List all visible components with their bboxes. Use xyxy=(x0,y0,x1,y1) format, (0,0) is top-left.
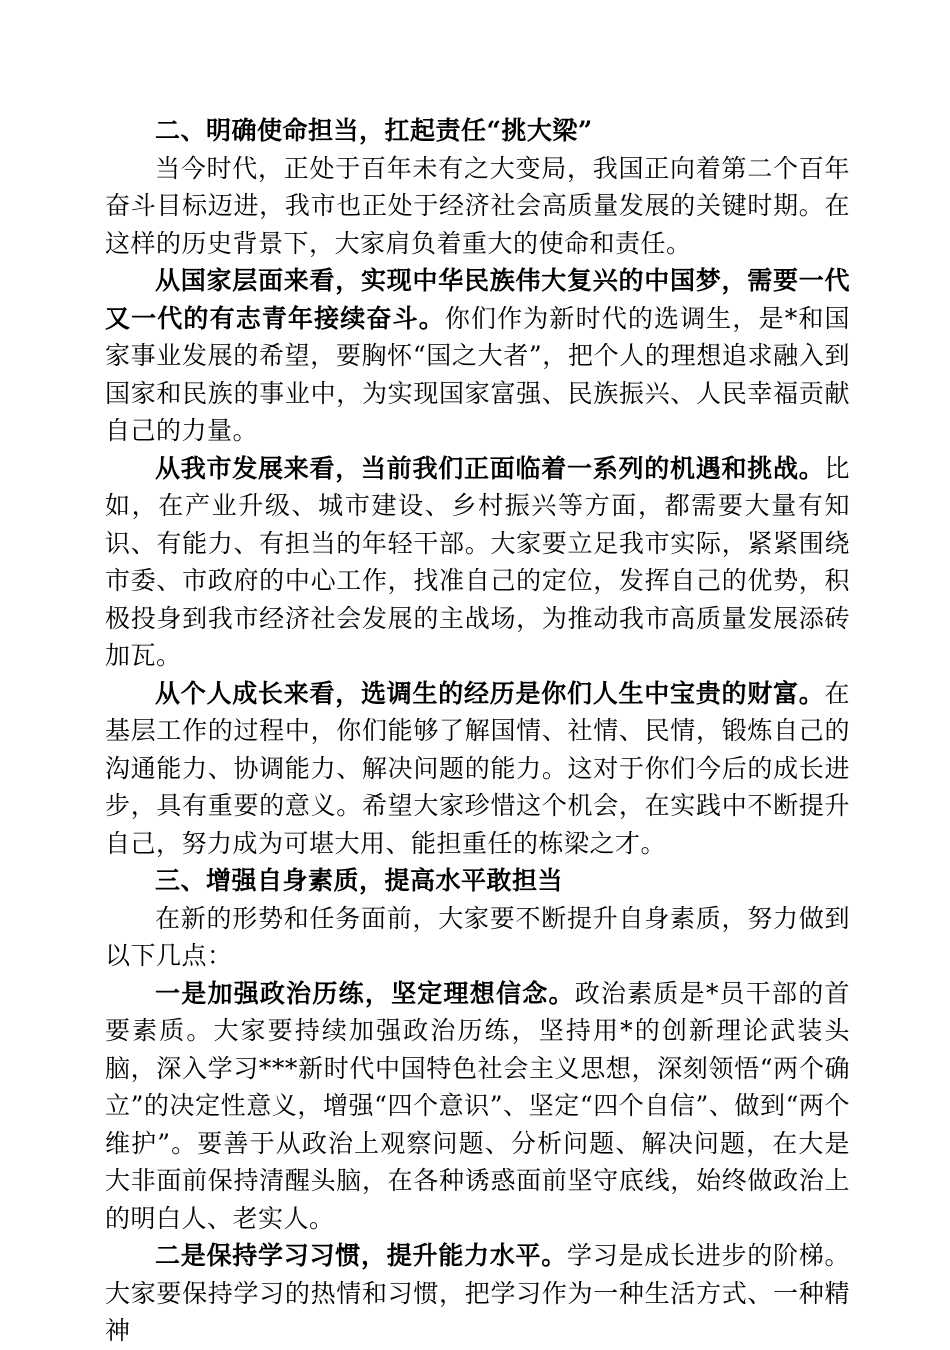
section-2-intro-paragraph: 当今时代，正处于百年未有之大变局，我国正向着第二个百年奋斗目标迈进，我市也正处于经济社会高质量发展的关键时期。在这样的历史背景下，大家肩负着重大的使命和责任。 xyxy=(105,153,850,258)
paragraph-body-text: 政治素质是*员干部的首要素质。大家要持续加强政治历练，坚持用*的创新理论武装头脑，深入学习***新时代中国特色社会主义思想，深刻领悟“两个确立”的决定性意义，增强“四个意识”、坚定“四个自信”、做到“两个维护”。要善于从政治上观察问题、分析问题、解决问题，在大是大非面前保持清醒头脑，在各种诱惑面前坚守底线，始终做政治上的明白人、老实人。 xyxy=(105,978,850,1233)
document-page xyxy=(105,112,850,1350)
paragraph-body-text: 你们作为新时代的选调生，是*和国家事业发展的希望，要胸怀“国之大者”，把个人的理想追求融入到国家和民族的事业中，为实现国家富强、民族振兴、人民幸福贡献自己的力量。 xyxy=(105,303,850,445)
paragraph-lead-sentence: 从我市发展来看，当前我们正面临着一系列的机遇和挑战。 xyxy=(155,453,825,483)
section-2-paragraph-3 xyxy=(105,675,850,863)
section-3-heading: 三、增强自身素质，提高水平敢担当 xyxy=(155,866,564,895)
section-3-intro-paragraph: 在新的形势和任务面前，大家要不断提升自身素质，努力做到以下几点： xyxy=(105,903,850,970)
paragraph-lead-sentence: 二是保持学习习惯，提升能力水平。 xyxy=(155,1241,567,1270)
paragraph-lead-sentence: 从个人成长来看，选调生的经历是你们人生中宝贵的财富。 xyxy=(155,678,825,708)
section-3-paragraph-2 xyxy=(105,1237,850,1350)
paragraph-body-text: 学习是成长进步的阶梯。大家要保持学习的热情和习惯，把学习作为一种生活方式、一种精神 xyxy=(105,1241,850,1345)
paragraph-body-text: 比如，在产业升级、城市建设、乡村振兴等方面，都需要大量有知识、有能力、有担当的年轻干部。大家要立足我市实际，紧紧围绕市委、市政府的中心工作，找准自己的定位，发挥自己的优势，积极投身到我市经济社会发展的主战场，为推动我市高质量发展添砖加瓦。 xyxy=(105,453,850,670)
paragraph-lead-sentence: 一是加强政治历练，坚定理想信念。 xyxy=(155,978,575,1008)
section-2-paragraph-1 xyxy=(105,262,850,450)
paragraph-lead-sentence: 从国家层面来看，实现中华民族伟大复兴的中国梦，需要一代又一代的有志青年接续奋斗。 xyxy=(105,266,850,333)
section-2-paragraph-2 xyxy=(105,450,850,675)
section-2-heading: 二、明确使命担当，扛起责任“挑大梁” xyxy=(155,116,593,145)
section-3-paragraph-1 xyxy=(105,975,850,1238)
paragraph-body-text: 在基层工作的过程中，你们能够了解国情、社情、民情，锻炼自己的沟通能力、协调能力、解决问题的能力。这对于你们今后的成长进步，具有重要的意义。希望大家珍惜这个机会，在实践中不断提升自己，努力成为可堪大用、能担重任的栋梁之才。 xyxy=(105,678,850,858)
